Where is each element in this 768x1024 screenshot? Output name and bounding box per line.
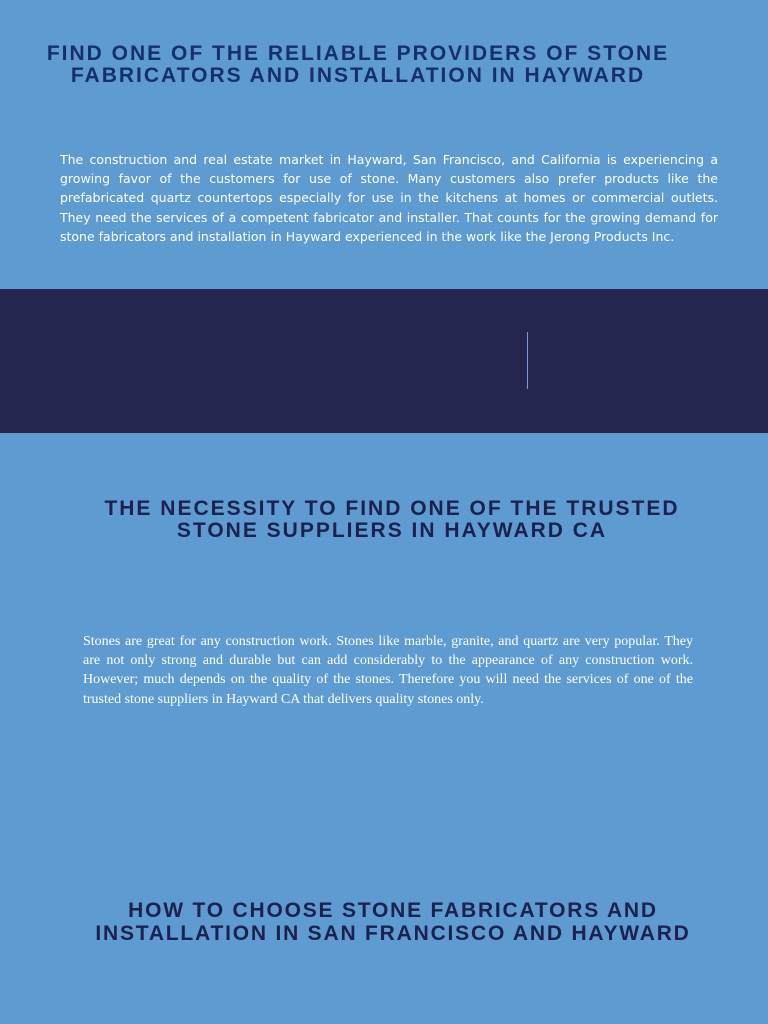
intro-section (0, 0, 768, 289)
necessity-heading: THE NECESSITY TO FIND ONE OF THE TRUSTED STONE SUPPLIERS IN HAYWARD CA (104, 497, 680, 542)
band-divider-line (527, 332, 528, 389)
lower-section (0, 433, 768, 1024)
necessity-paragraph: Stones are great for any construction work. Stones like marble, granite, and quartz are very popular. They are not only strong and durable but can add considerably to the appearance of any construction work. However; much depends on the quality of the stones. Therefore you will need the services of one of the trusted stone suppliers in Hayward CA that delivers quality stones only. (83, 634, 693, 707)
intro-paragraph: The construction and real estate market in Hayward, San Francisco, and California is experiencing a growing favor of the customers for use of stone. Many customers also prefer products like the prefabricated quartz countertops especially for use in the kitchens at homes or commercial outlets. They need the services of a competent fabricator and installer. That counts for the growing demand for stone fabricators and installation in Hayward experienced in the work like the Jerong Products Inc. (60, 152, 718, 244)
dark-band (0, 289, 768, 433)
intro-heading: FIND ONE OF THE RELIABLE PROVIDERS OF STONE FABRICATORS AND INSTALLATION IN HAYWARD (46, 42, 670, 87)
choose-heading: HOW TO CHOOSE STONE FABRICATORS AND INSTALLATION IN SAN FRANCISCO AND HAYWARD (95, 899, 691, 945)
